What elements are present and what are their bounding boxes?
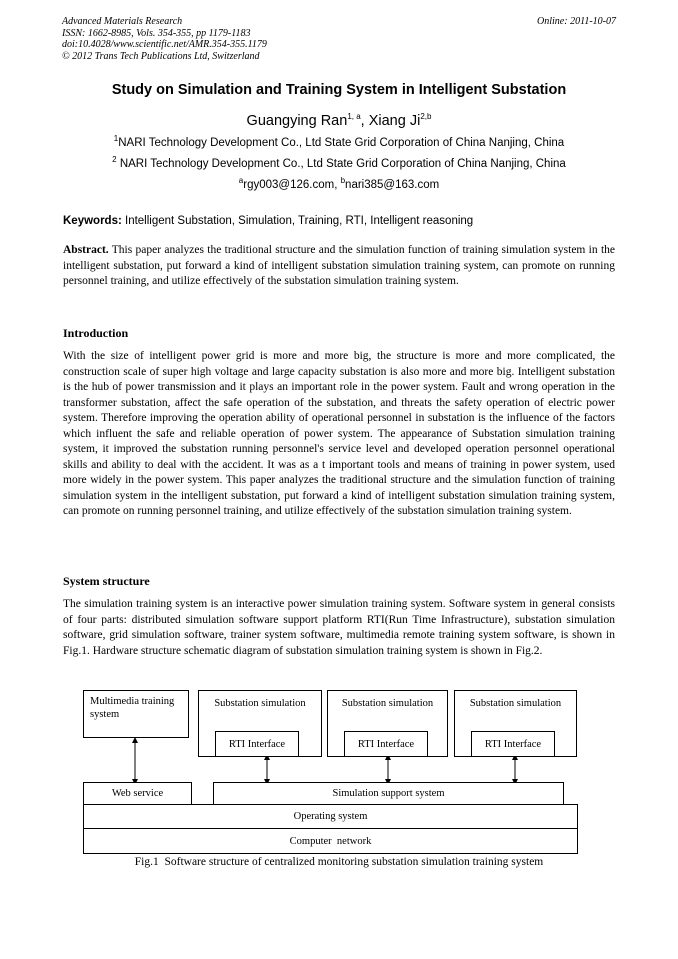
- author-name: Xiang Ji: [368, 113, 421, 129]
- section-heading-introduction: Introduction: [63, 326, 129, 340]
- author-list: [0, 113, 678, 129]
- affiliation-sup: 1: [113, 134, 119, 144]
- substation-simulation-box-3: [454, 690, 577, 757]
- system-structure-text: The simulation training system is an interactive power simulation training system. Software system in general consists of four parts: distributed simulation software support platform RTI(Run Time Infrastructure), substation simulation software, grid simulation software, trainer system software, multimedia remote training system software, is shown in Fig.1. Hardware structure schematic diagram of substation simulation training system is shown in Fig.2.: [63, 598, 615, 657]
- issn-line: ISSN: 1662-8985, Vols. 354-355, pp 1179-1183: [62, 27, 251, 39]
- online-date: Online: 2011-10-07: [537, 16, 616, 27]
- paper-title: Study on Simulation and Training System in Intelligent Substation: [111, 82, 567, 98]
- author-sup: 2,b: [420, 112, 432, 122]
- keywords: [63, 215, 473, 227]
- simulation-support-box: Simulation support system: [213, 782, 564, 805]
- substation-label: Substation simulation: [469, 698, 562, 709]
- email-sup: b: [340, 176, 346, 186]
- operating-system-box: Operating system: [83, 804, 578, 829]
- affiliation-2: [0, 155, 678, 170]
- email-line: [0, 176, 678, 191]
- author-separator: ,: [360, 113, 369, 129]
- email-sup: a: [238, 176, 244, 186]
- keywords-text: Intelligent Substation, Simulation, Training, RTI, Intelligent reasoning: [125, 215, 474, 227]
- substation-label: Substation simulation: [214, 698, 306, 709]
- journal-name: Advanced Materials Research: [62, 16, 183, 27]
- section-heading-system-structure: System structure: [63, 574, 150, 588]
- affiliation-text: NARI Technology Development Co., Ltd State Grid Corporation of China Nanjing, China: [118, 137, 565, 149]
- abstract-label: Abstract.: [63, 244, 109, 256]
- substation-simulation-box-2: [327, 690, 448, 757]
- keywords-label: Keywords:: [63, 215, 122, 227]
- email-link[interactable]: rgy003@126.com: [243, 179, 335, 191]
- figure-caption: Fig.1 Software structure of centralized monitoring substation simulation training system: [134, 856, 544, 868]
- author-sup: 1, a: [347, 112, 361, 122]
- rti-interface-box: RTI Interface: [215, 731, 299, 757]
- doi-line: doi:10.4028/www.scientific.net/AMR.354-355.1179: [62, 39, 267, 50]
- affiliation-text: NARI Technology Development Co., Ltd State Grid Corporation of China Nanjing, China: [119, 158, 566, 170]
- affiliation-1: [0, 134, 678, 149]
- abstract-text: This paper analyzes the traditional structure and the simulation function of training simulation system in the intelligent substation, put forward a kind of intelligent substation simulation training system, can promote on running personnel training, and utilize effectively of the substation simulation training system.: [63, 244, 615, 287]
- multimedia-training-box: [83, 690, 189, 738]
- rti-interface-box: RTI Interface: [471, 731, 555, 757]
- affiliation-sup: 2: [112, 155, 117, 165]
- rti-interface-box: RTI Interface: [344, 731, 428, 757]
- author-name: Guangying Ran: [246, 113, 348, 129]
- computer-network-box: Computer network: [83, 828, 578, 854]
- introduction-text: With the size of intelligent power grid is more and more big, the structure is more and more complicated, the construction scale of super high voltage and large capacity substation is also more and more big. Intelligent substation is the hub of power transmission and it plays an important role in the power system. Fault and wrong operation in the transformer substation, affect the safe operation of the substation, and threats the safety operation of electric power system. Therefore improving the operation ability of operational personnel in substation is the influence of the factors which influent the safe and reliable operation of power system. The appearance of Substation simulation training system, it improved the substation running personnel's service level and developed operation personnel operational skills and ability to deal with the accident. It was as a t important tools and means of training in power system, used more widely in the power system. This paper analyzes the traditional structure and the simulation function of training simulation system in the intelligent substation, put forward a kind of intelligent substation simulation training system, can promote on running personnel training, and utilize effectively of the substation simulation training system.: [63, 350, 615, 517]
- multimedia-label: Multimedia training system: [90, 696, 175, 720]
- copyright-line: © 2012 Trans Tech Publications Ltd, Switzerland: [62, 50, 260, 62]
- abstract: [63, 243, 615, 290]
- substation-simulation-box-1: [198, 690, 322, 757]
- web-service-box: Web service: [83, 782, 192, 805]
- journal-header: [62, 16, 267, 62]
- email-link[interactable]: nari385@163.com: [345, 179, 440, 191]
- substation-label: Substation simulation: [341, 698, 434, 709]
- email-separator: ,: [334, 179, 341, 191]
